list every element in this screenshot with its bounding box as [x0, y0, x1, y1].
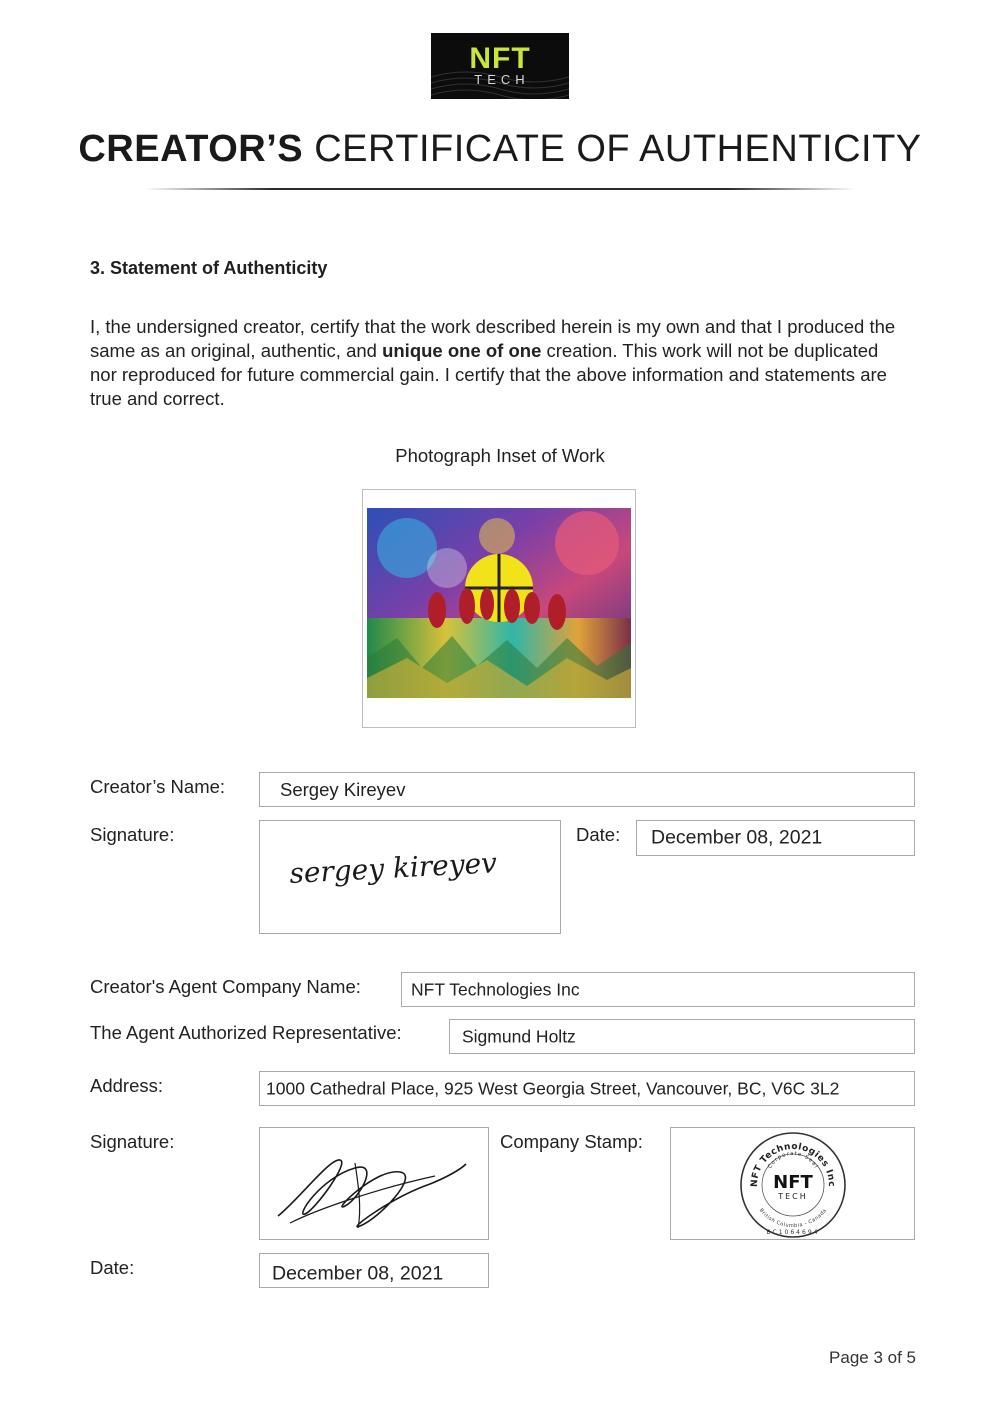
agent-rep-field — [449, 1019, 915, 1054]
logo-brand: NFT — [469, 42, 531, 75]
certificate-title — [0, 128, 1000, 171]
photo-inset-frame — [362, 489, 636, 728]
title-bold: CREATOR’S — [78, 128, 304, 170]
title-regular: CERTIFICATE OF AUTHENTICITY — [314, 128, 922, 170]
creator-name-value: Sergey Kireyev — [280, 778, 406, 800]
agent-date-label: Date: — [90, 1257, 135, 1278]
svg-text:British Columbia - Canada — [758, 1208, 828, 1229]
creator-signature-label: Signature: — [90, 824, 175, 845]
seal-ring-top: NFT Technologies Inc — [749, 1141, 837, 1188]
agent-rep-value: Sigmund Holtz — [462, 1026, 576, 1046]
agent-company-label: Creator's Agent Company Name: — [90, 976, 361, 997]
creator-date-field — [636, 820, 915, 856]
artwork-image — [367, 508, 631, 698]
nft-tech-logo — [431, 33, 569, 99]
seal-sub: TECH — [778, 1192, 808, 1201]
agent-date-field — [259, 1253, 489, 1288]
agent-signature-image — [260, 1128, 488, 1239]
agent-company-field — [401, 972, 915, 1007]
logo-sub: TECH — [474, 72, 530, 87]
section-heading: 3. Statement of Authenticity — [90, 258, 328, 278]
statement-bold: unique one of one — [382, 340, 542, 361]
seal-brand: NFT — [773, 1172, 813, 1193]
creator-name-label: Creator’s Name: — [90, 776, 226, 797]
address-field — [259, 1071, 915, 1106]
seal-number: BC1064694 — [766, 1229, 820, 1236]
seal-inner-text: Corporate Seal — [767, 1150, 819, 1170]
agent-company-value: NFT Technologies Inc — [411, 979, 580, 999]
company-stamp-label: Company Stamp: — [500, 1131, 643, 1152]
agent-date-value: December 08, 2021 — [272, 1262, 444, 1285]
creator-signature-image — [260, 821, 560, 933]
creator-date-value: December 08, 2021 — [651, 826, 823, 849]
agent-signature-label: Signature: — [90, 1131, 175, 1152]
company-seal — [671, 1128, 914, 1239]
agent-signature-box — [259, 1127, 489, 1240]
title-divider — [145, 188, 855, 190]
address-label: Address: — [90, 1075, 164, 1096]
statement-text-2: creation. This work will not be duplicated nor reproduced for future commercial gain. I certify that the above information and statements are true and correct. — [90, 340, 887, 409]
creator-signature-box — [259, 820, 561, 934]
creator-date-label: Date: — [576, 824, 621, 845]
statement-text-1: I, the undersigned creator, certify that the work described herein is my own and that I produced the same as an original, authentic, and — [90, 316, 896, 361]
creator-signature-script: sergey kireyev — [288, 846, 498, 890]
photo-caption: Photograph Inset of Work — [395, 445, 605, 466]
seal-ring-bottom: British Columbia - Canada — [757, 1207, 829, 1230]
page-number: Page 3 of 5 — [829, 1348, 916, 1367]
creator-name-field — [259, 772, 915, 807]
address-value: 1000 Cathedral Place, 925 West Georgia Street, Vancouver, BC, V6C 3L2 — [266, 1078, 840, 1098]
agent-rep-label: The Agent Authorized Representative: — [90, 1022, 402, 1043]
company-stamp-box — [670, 1127, 915, 1240]
statement-paragraph — [90, 315, 910, 411]
